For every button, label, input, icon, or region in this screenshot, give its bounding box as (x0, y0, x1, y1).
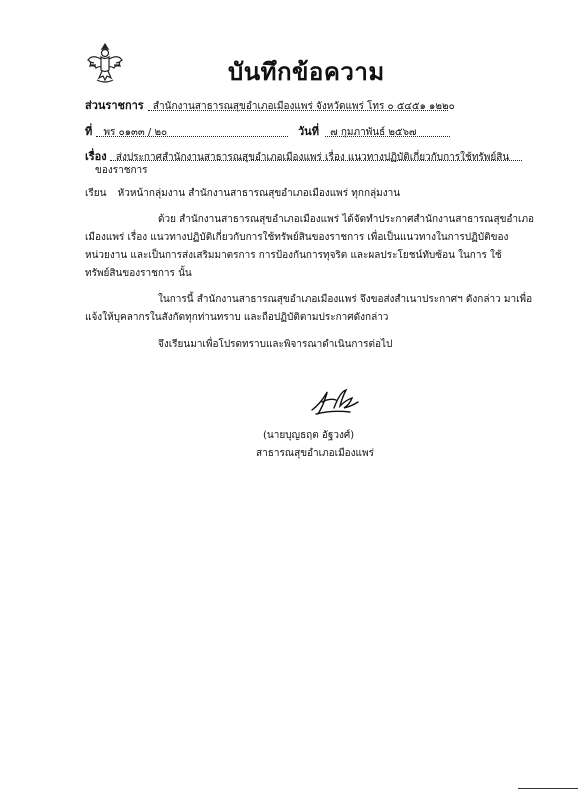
date-row (298, 122, 416, 140)
paragraph1-line1: ด้วย สำนักงานสาธารณสุขอำเภอเมืองแพร่ ได้จัดทำประกาศสำนักงานสาธารณสุขอำเภอ (158, 214, 535, 225)
subject-label: เรื่อง (85, 150, 107, 163)
agency-label: ส่วนราชการ (85, 99, 144, 112)
recipient-value: หัวหน้ากลุ่มงาน สำนักงานสาธารณสุขอำเภอเมืองแพร่ ทุกกลุ่มงาน (117, 188, 401, 199)
subject-underline (110, 160, 522, 161)
footer-rule (518, 788, 578, 789)
ref-label: ที่ (85, 125, 93, 138)
recipient-row (85, 186, 400, 201)
paragraph1-line4: ทรัพย์สินของราชการ นั้น (85, 268, 192, 279)
signatory-name: (นายบุญธฤต อัฐวงศ์) (263, 430, 355, 441)
agency-row (85, 96, 455, 114)
date-underline (325, 136, 450, 137)
agency-value: สำนักงานสาธารณสุขอำเภอเมืองแพร่ จังหวัดแพร่ โทร ๐ ๕๔๕๑ ๑๒๒๐ (152, 101, 455, 112)
signatory-position: สาธารณสุขอำเภอเมืองแพร่ (256, 448, 374, 459)
subject-line1: ส่งประกาศสำนักงานสาธารณสุขอำเภอเมืองแพร่ เรื่อง แนวทางปฏิบัติเกี่ยวกับการใช้ทรัพย์สิน (115, 152, 510, 163)
paragraph1-line2: เมืองแพร่ เรื่อง แนวทางปฏิบัติเกี่ยวกับการใช้ทรัพย์สินของราชการ เพื่อเป็นแนวทางในการปฏิบัติของ (85, 232, 509, 243)
garuda-emblem-icon (84, 40, 126, 86)
ref-value: พร ๐๑๓๓ / ๒๐ (103, 127, 168, 138)
subject-row (85, 147, 509, 165)
paragraph2-line2: แจ้งให้บุคลากรในสังกัดทุกท่านทราบ และถือปฏิบัติตามประกาศดังกล่าว (85, 312, 389, 323)
handwritten-signature (306, 384, 362, 418)
date-label: วันที่ (298, 125, 319, 138)
subject-line2: ของราชการ (95, 165, 148, 176)
date-value: ๗ กุมภาพันธ์ ๒๕๖๗ (330, 127, 417, 138)
paragraph1-line3: หน่วยงาน และเป็นการส่งเสริมมาตรการ การป้องกันการทุจริต และผลประโยชน์ทับซ้อน ในการ ใช้ (85, 250, 502, 261)
memo-title: บันทึกข้อความ (228, 58, 385, 86)
ref-row (85, 122, 167, 140)
recipient-label: เรียน (85, 188, 107, 199)
closing-sentence: จึงเรียนมาเพื่อโปรดทราบและพิจารณาดำเนินการต่อไป (158, 339, 393, 350)
paragraph2-line1: ในการนี้ สำนักงานสาธารณสุขอำเภอเมืองแพร่ จึงขอส่งสำเนาประกาศฯ ดังกล่าว มาเพื่อ (158, 294, 533, 305)
agency-underline (148, 110, 448, 111)
ref-underline (96, 136, 288, 137)
